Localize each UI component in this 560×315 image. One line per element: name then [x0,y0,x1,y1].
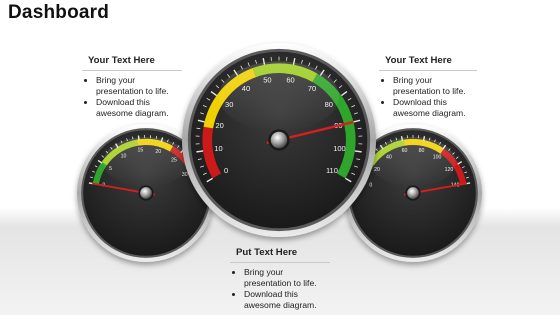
gauge-tick-label: 10 [214,144,223,154]
gauge-tick-label: 60 [286,75,295,85]
bullet-item: • Bring your presentation to life. [244,267,330,289]
gauge-tick-label: 20 [155,149,162,156]
bullet-item: • Bring your presentation to life. [96,75,182,97]
gauge-tick-label: 70 [307,84,317,94]
page-title: Dashboard [8,2,110,23]
gauge-glass-glare [219,61,339,131]
gauge-tick-mark [355,151,362,152]
gauge-hub [271,132,287,148]
text-block-heading: Your Text Here [379,55,477,71]
gauge-tick-label: 50 [263,75,272,85]
gauge-tick-label: 0 [369,182,373,189]
gauge-tick-label: 25 [171,157,177,164]
gauge-tick-label: 80 [324,100,333,110]
gauge-hub [407,187,419,199]
gauge-tick-label: 40 [386,154,392,161]
gauge-center [182,43,376,237]
gauge-tick-label: 20 [374,166,380,173]
gauge-hub [140,187,152,199]
gauge-tick-mark [196,151,203,152]
gauge-glass-glare [103,137,189,187]
gauge-tick-label: 80 [418,148,425,155]
gauge-tick-label: 5 [109,165,113,172]
gauge-tick-label: 10 [120,153,127,160]
gauge-tick-label: 120 [444,166,454,173]
gauge-tick-label: 20 [215,121,224,131]
bullet-item: • Download this awesome diagram. [96,97,182,119]
text-block-heading: Put Text Here [230,247,330,263]
gauge-tick-label: 100 [333,144,346,154]
gauge-tick-label: 0 [223,166,229,176]
text-block-heading: Your Text Here [82,55,182,71]
bullet-item: • Download this awesome diagram. [393,97,477,119]
gauge-tick-mark [196,128,200,129]
gauge-tick-label: 110 [325,166,338,176]
bullet-item: • Bring your presentation to life. [393,75,477,97]
bullet-item: • Download this awesome diagram. [244,289,330,311]
gauge-tick-mark [358,128,362,129]
gauge-tick-label: 15 [137,147,144,154]
gauge-tick-label: 60 [401,148,408,155]
gauge-tick-label: 30 [225,100,234,110]
gauge-tick-label: 100 [432,154,442,161]
gauge-glass-glare [370,137,456,187]
gauge-tick-label: 30 [181,171,188,178]
gauge-tick-label: 40 [241,84,251,94]
